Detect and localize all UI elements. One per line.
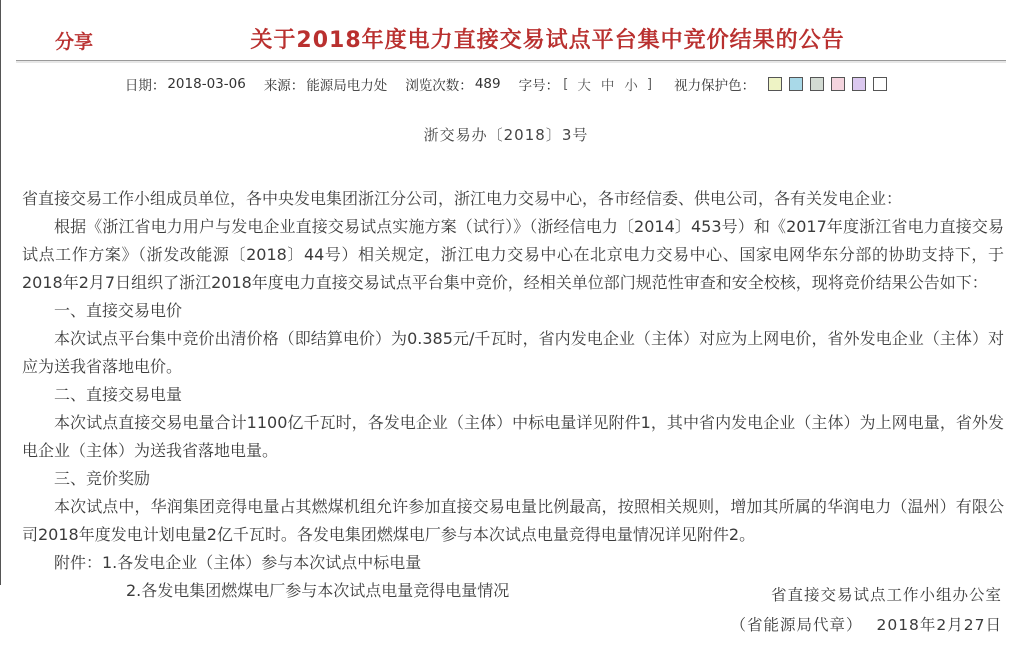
font-size-link-0[interactable]: 大: [577, 78, 591, 94]
page-header: [0, 0, 1012, 54]
views-label: 浏览次数：: [405, 78, 473, 94]
fontsize-bracket-close: ]: [646, 76, 653, 92]
header-divider: [16, 60, 1006, 64]
paragraph: 附件：1.各发电企业（主体）参与本次试点中标电量: [54, 553, 422, 572]
signature-block: [730, 580, 1002, 640]
signature-org: 省直接交易试点工作小组办公室: [770, 586, 1002, 604]
paragraph: 一、直接交易电价: [54, 301, 183, 320]
eye-protect-swatch-2[interactable]: [810, 77, 824, 91]
meta-fontsize: [519, 74, 657, 94]
date-label: 日期：: [124, 78, 166, 94]
fontsize-label: 字号：: [518, 78, 560, 94]
eye-protect-swatch-4[interactable]: [852, 77, 866, 91]
page-title: 关于2018年度电力直接交易试点平台集中竞价结果的公告: [250, 28, 845, 53]
date-value: 2018-03-06: [167, 76, 246, 92]
paragraph: 二、直接交易电量: [54, 385, 183, 404]
paragraph: 本次试点平台集中竞价出清价格（即结算电价）为0.385元/千瓦时，省内发电企业（主体）对应为上网电价，省外发电企业（主体）对应为送我省落地电价。: [22, 329, 1004, 376]
paragraph: 省直接交易工作小组成员单位，各中央发电集团浙江分公司，浙江电力交易中心，各市经信委、供电公司，各有关发电企业：: [22, 189, 903, 208]
fontsize-links: [572, 74, 643, 94]
scan-artifact-line: [0, 0, 1, 585]
paragraph: 本次试点直接交易电量合计1100亿千瓦时，各发电企业（主体）中标电量详见附件1，其中省内发电企业（主体）为上网电量，省外发电企业（主体）为送我省落地电量。: [22, 413, 1004, 460]
signature-date-line: [730, 610, 1002, 640]
source-label: 来源：: [263, 78, 305, 94]
paragraph: 三、竞价奖励: [54, 469, 151, 488]
eye-protect-label: 视力保护色：: [674, 78, 756, 94]
meta-eye-protect: [674, 74, 887, 94]
signature-date: 2018年2月27日: [876, 616, 1002, 634]
document-body: [22, 185, 1004, 605]
doc-number: 浙交易办〔2018〕3号: [423, 126, 589, 144]
eye-protect-swatch-5[interactable]: [873, 77, 887, 91]
meta-source: [264, 74, 388, 94]
font-size-link-2[interactable]: 小: [624, 78, 638, 94]
paragraph: 2.各发电集团燃煤电厂参与本次试点电量竞得电量情况: [126, 581, 510, 600]
meta-date: [125, 74, 246, 94]
eye-protect-swatch-1[interactable]: [789, 77, 803, 91]
meta-views: [405, 74, 500, 94]
meta-bar: [0, 74, 1012, 94]
source-value: 能源局电力处: [306, 78, 388, 94]
font-size-link-1[interactable]: 中: [600, 78, 615, 94]
paragraph: 本次试点中，华润集团竞得电量占其燃煤机组允许参加直接交易电量比例最高，按照相关规则，增加其所属的华润电力（温州）有限公司2018年度发电计划电量2亿千瓦时。各发电集团燃煤电厂参与本次试点电量竞得电量情况详见附件2。: [22, 497, 1004, 544]
eye-protect-swatch-3[interactable]: [831, 77, 845, 91]
fontsize-bracket-open: [: [563, 76, 569, 92]
share-button[interactable]: 分享: [55, 31, 94, 53]
eye-protect-swatch-0[interactable]: [768, 77, 782, 91]
views-value: 489: [474, 76, 501, 92]
eye-protect-swatches: [761, 77, 887, 91]
signature-seal: （省能源局代章）: [730, 616, 863, 634]
paragraph: 根据《浙江省电力用户与发电企业直接交易试点实施方案（试行）》（浙经信电力〔2014〕453号）和《2017年度浙江省电力直接交易试点工作方案》（浙发改能源〔2018〕44号）相关规定，浙江电力交易中心在北京电力交易中心、国家电网华东分部的协助支持下，于2018年2月7日组织了浙江2018年度电力直接交易试点平台集中竞价，经相关单位部门规范性审查和安全校核，现将竞价结果公告如下：: [22, 217, 1004, 292]
